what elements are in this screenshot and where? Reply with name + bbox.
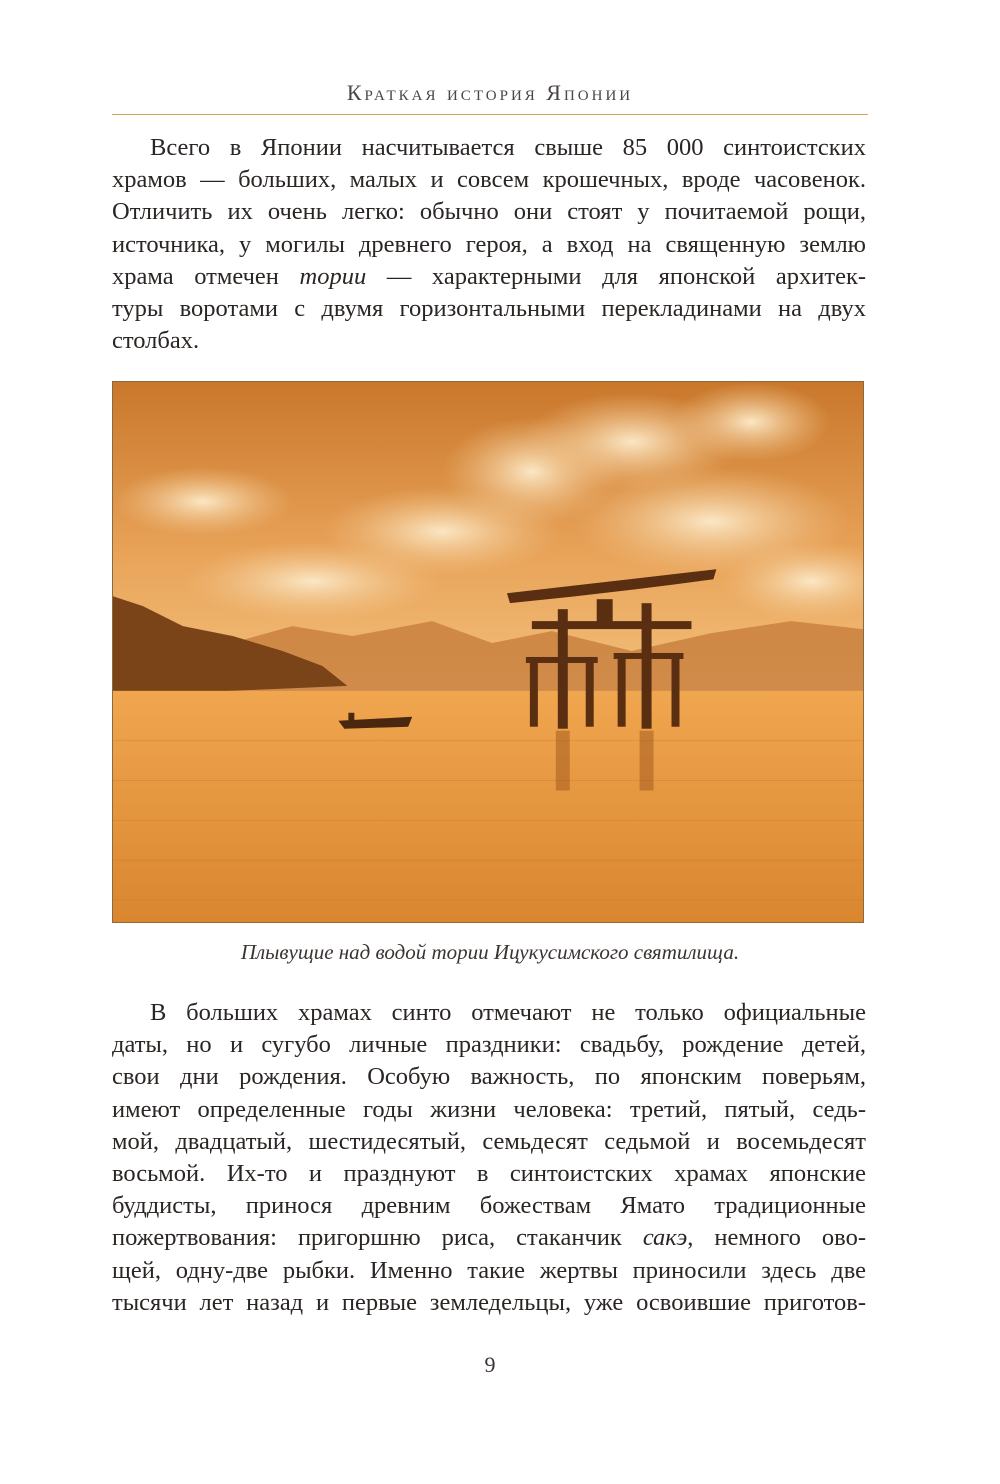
text-line <box>112 261 866 293</box>
italic-term: тории <box>299 262 367 290</box>
header-rule <box>112 114 868 115</box>
text-line: тысячи лет назад и первые земледельцы, уже освоившие приготов- <box>112 1288 866 1316</box>
torii-photo <box>112 381 864 923</box>
text-line: Отличить их очень легко: обычно они стоят у почитаемой рощи, <box>112 198 866 226</box>
text-line: храмов — больших, малых и совсем крошечных, вроде часовенок. <box>112 166 866 194</box>
photo-caption: Плывущие над водой тории Ицукусимского святилища. <box>240 940 740 964</box>
text-line: буддисты, принося древним божествам Ямато традиционные <box>112 1192 866 1220</box>
torii-photo-illustration <box>113 382 863 922</box>
paragraph-2 <box>112 997 866 1319</box>
text-line <box>112 1222 866 1254</box>
running-title: Краткая история Японии <box>346 80 634 105</box>
paragraph-1 <box>112 132 866 357</box>
page-number: 9 <box>484 1352 496 1377</box>
text-run: пожертвования: пригоршню риса, стаканчик <box>112 1224 643 1252</box>
text-line: туры воротами с двумя горизонтальными перекладинами на двух <box>112 295 866 323</box>
text-line: Всего в Японии насчитывается свыше 85 000 синтоистских <box>150 134 866 161</box>
text-line: щей, одну-две рыбки. Именно такие жертвы приносили здесь две <box>112 1256 866 1284</box>
text-line: источника, у могилы древнего героя, а вход на священную землю <box>112 230 866 258</box>
text-run: , немного ово- <box>687 1224 866 1252</box>
text-run: — характерными для японской архитек- <box>366 262 867 290</box>
text-line: столбах. <box>112 327 200 355</box>
text-run: храма отмечен <box>112 262 300 290</box>
italic-term: сакэ <box>642 1224 688 1252</box>
text-line: свои дни рождения. Особую важность, по японским поверьям, <box>112 1063 866 1091</box>
text-line: восьмой. Их-то и празднуют в синтоистских храмах японские <box>112 1160 866 1188</box>
text-line: В больших храмах синто отмечают не только официальные <box>150 999 866 1026</box>
text-line: имеют определенные годы жизни человека: третий, пятый, седь- <box>112 1095 866 1123</box>
text-line: даты, но и сугубо личные праздники: свадьбу, рождение детей, <box>112 1031 866 1059</box>
text-line: мой, двадцатый, шестидесятый, семьдесят седьмой и восемьдесят <box>112 1127 866 1155</box>
